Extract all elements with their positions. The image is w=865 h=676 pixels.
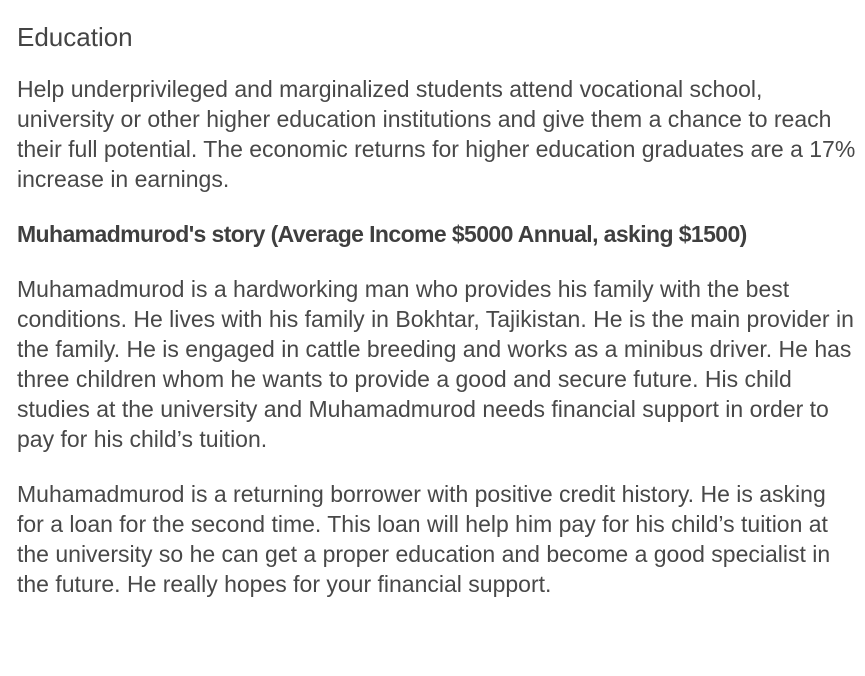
section-heading: Education — [17, 22, 133, 52]
article-content — [17, 19, 857, 624]
section-description: Help underprivileged and marginalized students attend vocational school, university or other higher education institutions and give them a chance to reach their full potential. The economic returns for higher education graduates are a 17% increase in earnings. — [17, 76, 856, 192]
story-paragraph-2: Muhamadmurod is a returning borrower with positive credit history. He is asking for a loan for the second time. This loan will help him pay for his child’s tuition at the university so he can get a proper education and become a good specialist in the future. He really hopes for your financial support. — [17, 481, 831, 597]
story-paragraph-1: Muhamadmurod is a hardworking man who provides his family with the best conditions. He lives with his family in Bokhtar, Tajikistan. He is the main provider in the family. He is engaged in cattle breeding and works as a minibus driver. He has three children whom he wants to provide a good and secure future. His child studies at the university and Muhamadmurod needs financial support in order to pay for his child’s tuition. — [17, 276, 854, 452]
story-title: Muhamadmurod's story (Average Income $5000 Annual, asking $1500) — [17, 221, 747, 247]
